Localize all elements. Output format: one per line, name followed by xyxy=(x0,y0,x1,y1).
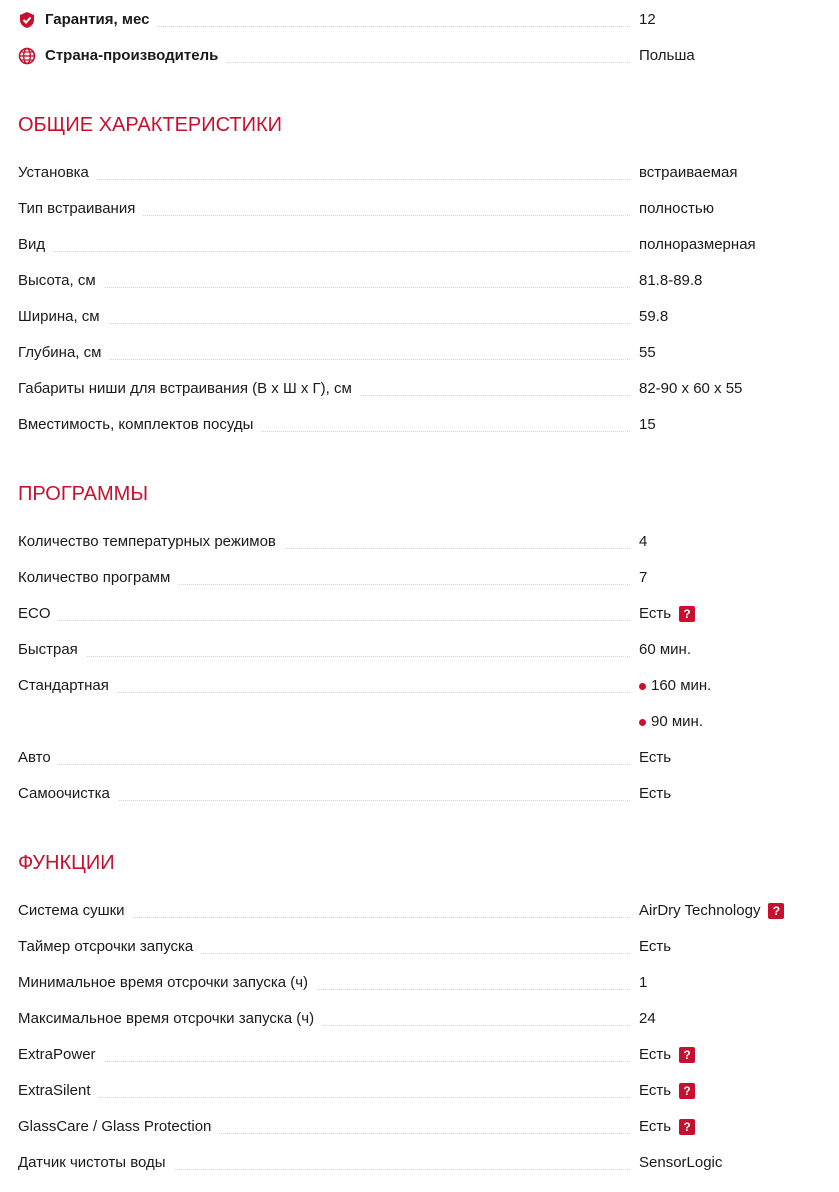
dotted-leader xyxy=(18,620,630,621)
spec-value: 81.8-89.8 xyxy=(639,272,703,289)
spec-label: Минимальное время отсрочки запуска (ч) xyxy=(18,972,316,994)
spec-label: Быстрая xyxy=(18,639,86,661)
dotted-leader xyxy=(18,287,630,288)
help-icon[interactable]: ? xyxy=(679,1083,695,1099)
spec-label: Габариты ниши для встраивания (В х Ш х Г), см xyxy=(18,378,360,400)
spec-value-container xyxy=(639,234,756,256)
spec-label: Ширина, см xyxy=(18,306,108,328)
spec-label: Гарантия, мес xyxy=(45,9,157,31)
spec-label: Тип встраивания xyxy=(18,198,143,220)
spec-value-container xyxy=(639,270,702,292)
spec-row xyxy=(18,306,818,328)
spec-row xyxy=(18,639,818,661)
spec-value: Есть xyxy=(639,605,672,622)
spec-row xyxy=(18,531,818,553)
dotted-leader xyxy=(18,764,630,765)
spec-row xyxy=(18,1044,818,1066)
spec-row xyxy=(18,45,818,67)
spec-value: 60 мин. xyxy=(639,641,691,658)
spec-value: Польша xyxy=(639,47,695,64)
spec-value: Есть xyxy=(639,749,672,766)
spec-value: 160 мин. xyxy=(651,677,712,694)
spec-label: Страна-производитель xyxy=(45,45,226,67)
spec-label: Установка xyxy=(18,162,97,184)
spec-row xyxy=(18,747,818,769)
spec-value-container xyxy=(639,711,703,733)
spec-row xyxy=(18,1116,818,1138)
spec-value-container xyxy=(639,1152,722,1174)
bullet-icon xyxy=(639,719,646,726)
spec-value: 12 xyxy=(639,11,656,28)
spec-value-container xyxy=(639,972,647,994)
spec-value-container xyxy=(639,342,656,364)
dotted-leader xyxy=(18,1061,630,1062)
help-icon[interactable]: ? xyxy=(768,903,784,919)
spec-value: полноразмерная xyxy=(639,236,756,253)
spec-row xyxy=(18,900,818,922)
spec-row xyxy=(18,1080,818,1102)
globe-icon xyxy=(18,47,36,65)
spec-row xyxy=(18,603,818,625)
spec-value-container xyxy=(639,567,647,589)
spec-label: Датчик чистоты воды xyxy=(18,1152,174,1174)
spec-row xyxy=(18,9,818,31)
spec-label: Максимальное время отсрочки запуска (ч) xyxy=(18,1008,322,1030)
spec-value-container xyxy=(639,9,656,31)
spec-value-container xyxy=(639,378,742,400)
spec-value: 55 xyxy=(639,344,656,361)
dotted-leader xyxy=(18,179,630,180)
help-icon[interactable]: ? xyxy=(679,606,695,622)
spec-value-container xyxy=(639,162,738,184)
spec-value: полностью xyxy=(639,200,714,217)
spec-label: ExtraPower xyxy=(18,1044,104,1066)
spec-label: Вид xyxy=(18,234,53,256)
spec-value-container xyxy=(639,603,695,625)
spec-row xyxy=(18,1152,818,1174)
spec-row xyxy=(18,378,818,400)
section-heading: ОБЩИЕ ХАРАКТЕРИСТИКИ xyxy=(18,114,283,136)
spec-label: Стандартная xyxy=(18,675,117,697)
dotted-leader xyxy=(18,656,630,657)
spec-row xyxy=(18,198,818,220)
spec-label: Авто xyxy=(18,747,59,769)
spec-row xyxy=(18,675,818,697)
spec-label: Количество программ xyxy=(18,567,178,589)
spec-value: встраиваемая xyxy=(639,164,738,181)
spec-row xyxy=(18,936,818,958)
spec-label: ExtraSilent xyxy=(18,1080,99,1102)
spec-row xyxy=(18,783,818,805)
spec-value-container xyxy=(639,1116,695,1138)
spec-value-container xyxy=(639,414,656,436)
spec-label: Таймер отсрочки запуска xyxy=(18,936,201,958)
spec-row xyxy=(18,567,818,589)
spec-value: Есть xyxy=(639,1046,672,1063)
spec-label: Вместимость, комплектов посуды xyxy=(18,414,261,436)
dotted-leader xyxy=(18,323,630,324)
spec-label: ECO xyxy=(18,603,59,625)
spec-value-container xyxy=(639,747,671,769)
spec-label: Высота, см xyxy=(18,270,104,292)
spec-value: 24 xyxy=(639,1010,656,1027)
help-icon[interactable]: ? xyxy=(679,1119,695,1135)
spec-row xyxy=(18,711,818,733)
spec-value-container xyxy=(639,198,714,220)
spec-value-container xyxy=(639,639,691,661)
spec-value: SensorLogic xyxy=(639,1154,723,1171)
spec-row xyxy=(18,234,818,256)
bullet-icon xyxy=(639,683,646,690)
dotted-leader xyxy=(18,251,630,252)
spec-value: 59.8 xyxy=(639,308,669,325)
spec-label: Количество температурных режимов xyxy=(18,531,284,553)
spec-value: 15 xyxy=(639,416,656,433)
spec-value: 1 xyxy=(639,974,648,991)
spec-value: Есть xyxy=(639,1082,672,1099)
spec-value-container xyxy=(639,783,671,805)
spec-row xyxy=(18,1008,818,1030)
spec-row xyxy=(18,972,818,994)
spec-value-container xyxy=(639,936,671,958)
dotted-leader xyxy=(18,359,630,360)
spec-label: Глубина, см xyxy=(18,342,109,364)
spec-row xyxy=(18,342,818,364)
dotted-leader xyxy=(18,1097,630,1098)
spec-row xyxy=(18,414,818,436)
spec-value-container xyxy=(639,306,668,328)
spec-value: 90 мин. xyxy=(651,713,703,730)
spec-value: Есть xyxy=(639,1118,672,1135)
spec-row xyxy=(18,270,818,292)
section-heading: ФУНКЦИИ xyxy=(18,852,115,874)
spec-value: AirDry Technology xyxy=(639,902,761,919)
shield-check-icon xyxy=(18,11,36,29)
spec-value-container xyxy=(639,45,695,67)
spec-value-container xyxy=(639,1080,695,1102)
spec-label: Самоочистка xyxy=(18,783,118,805)
spec-value-container xyxy=(639,531,647,553)
spec-value-container xyxy=(639,900,784,922)
spec-value: 7 xyxy=(639,569,648,586)
spec-value-container xyxy=(639,1008,656,1030)
help-icon[interactable]: ? xyxy=(679,1047,695,1063)
spec-value-container xyxy=(639,1044,695,1066)
spec-value: Есть xyxy=(639,938,672,955)
spec-label: Система сушки xyxy=(18,900,133,922)
spec-value: 4 xyxy=(639,533,648,550)
spec-value: Есть xyxy=(639,785,672,802)
section-heading: ПРОГРАММЫ xyxy=(18,483,149,505)
spec-value: 82-90 х 60 х 55 xyxy=(639,380,743,397)
spec-label: GlassCare / Glass Protection xyxy=(18,1116,219,1138)
spec-row xyxy=(18,162,818,184)
spec-value-container xyxy=(639,675,711,697)
